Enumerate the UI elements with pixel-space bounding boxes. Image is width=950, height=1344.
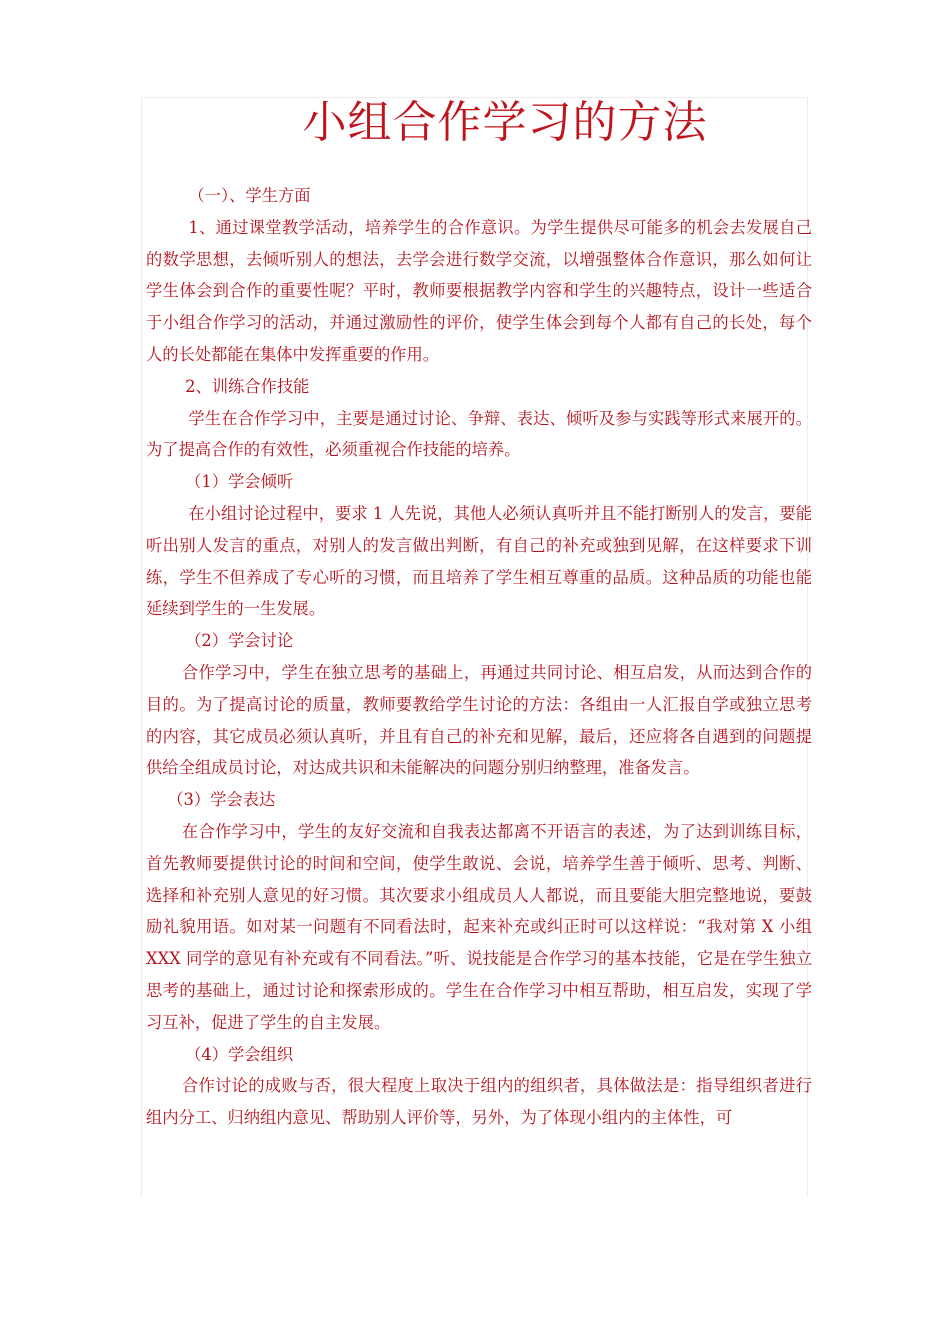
subheading-discussion: （2）学会讨论 — [185, 631, 294, 651]
document-body — [146, 180, 812, 1134]
subheading-listening: （1）学会倾听 — [185, 472, 294, 492]
paragraph-organization: 合作讨论的成败与否，很大程度上取决于组内的组织者，具体做法是：指导组织者进行组内分工、归纳组内意见、帮助别人评价等，另外，为了体现小组内的主体性，可 — [146, 1076, 812, 1128]
paragraph-cooperation-awareness: 1、通过课堂教学活动，培养学生的合作意识。为学生提供尽可能多的机会去发展自己的数学思想，去倾听别人的想法，去学会进行数学交流，以增强整体合作意识，那么如何让学生体会到合作的重要性呢？平时，教师要根据教学内容和学生的兴趣特点，设计一些适合于小组合作学习的活动，并通过激励性的评价，使学生体会到每个人都有自己的长处，每个人的长处都能在集体中发挥重要的作用。 — [146, 217, 812, 364]
paragraph-skills: 学生在合作学习中，主要是通过讨论、争辩、表达、倾听及参与实践等形式来展开的。为了提高合作的有效性，必须重视合作技能的培养。 — [146, 408, 812, 460]
section-heading-skills: 2、训练合作技能 — [185, 376, 310, 396]
paragraph-expression: 在合作学习中，学生的友好交流和自我表达都离不开语言的表述，为了达到训练目标，首先教师要提供讨论的时间和空间，使学生敢说、会说，培养学生善于倾听、思考、判断、选择和补充别人意见的好习惯。其次要求小组成员人人都说，而且要能大胆完整地说，要鼓励礼貌用语。如对某一问题有不同看法时，起来补充或纠正时可以这样说：“我对第 X 小组 XXX 同学的意见有补充或有不同看法。”听、说技能是合作学习的基本技能，它是在学生独立思考的基础上，通过讨论和探索形成的。学生在合作学习中相互帮助，相互启发，实现了学习互补，促进了学生的自主发展。 — [146, 821, 812, 1032]
document-title: 小组合作学习的方法 — [302, 97, 708, 148]
section-heading-students: （一）、学生方面 — [188, 186, 311, 205]
subheading-expression: （3）学会表达 — [167, 790, 276, 810]
paragraph-listening: 在小组讨论过程中，要求 1 人先说，其他人必须认真听并且不能打断别人的发言，要能听出别人发言的重点，对别人的发言做出判断，有自己的补充或独到见解，在这样要求下训练，学生不但养成了专心听的习惯，而且培养了学生相互尊重的品质。这种品质的功能也能延续到学生的一生发展。 — [146, 503, 812, 619]
subheading-organization: （4）学会组织 — [185, 1044, 294, 1064]
paragraph-discussion: 合作学习中，学生在独立思考的基础上，再通过共同讨论、相互启发，从而达到合作的目的。为了提高讨论的质量，教师要教给学生讨论的方法：各组由一人汇报自学或独立思考的内容，其它成员必须认真听，并且有自己的补充和见解，最后，还应将各自遇到的问题提供给全组成员讨论，对达成共识和未能解决的问题分别归纳整理，准备发言。 — [146, 662, 812, 778]
